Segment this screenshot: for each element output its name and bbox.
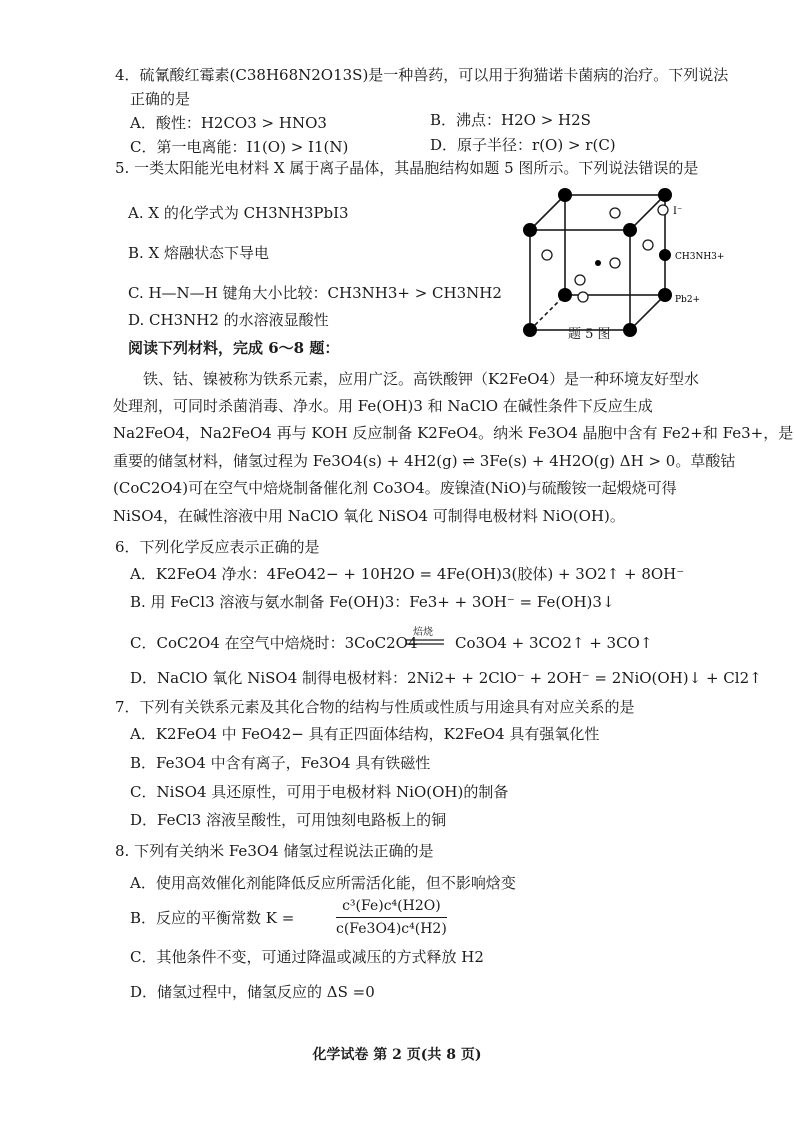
methylammonium-corner [523, 223, 537, 237]
q6-option-a: A．K2FeO4 净水：4FeO42− + 10H2O = 4Fe(OH)3(胶体) + 3O2↑ + 8OH⁻ [130, 565, 685, 583]
legend-methylammonium-label: CH3NH3+ [675, 252, 725, 262]
q6-stem: 6．下列化学反应表示正确的是 [115, 538, 320, 556]
passage-line5: (CoC2O4)可在空气中焙烧制备催化剂 Co3O4。废镍渣(NiO)与硫酸铵一起煅烧可得 [113, 479, 677, 497]
q6-option-b: B. 用 FeCl3 溶液与氨水制备 Fe(OH)3：Fe3+ + 3OH⁻ = Fe(OH)3↓ [130, 593, 615, 611]
q5-stem: 5. 一类太阳能光电材料 X 属于离子晶体，其晶胞结构如题 5 图所示。下列说法错误的是 [115, 159, 699, 177]
q4-option-b: B．沸点：H2O > H2S [430, 111, 591, 129]
q5-option-b: B. X 熔融状态下导电 [128, 244, 270, 262]
reaction-arrow-icon [404, 636, 450, 648]
methylammonium-corner [623, 223, 637, 237]
q5-option-a: A. X 的化学式为 CH3NH3PbI3 [128, 204, 349, 222]
q6-option-d: D．NaClO 氧化 NiSO4 制得电极材料：2Ni2+ + 2ClO⁻ + 2OH⁻ = 2NiO(OH)↓ + Cl2↑ [130, 669, 762, 687]
passage-line3: Na2FeO4，Na2FeO4 再与 KOH 反应制备 K2FeO4。纳米 Fe3O4 晶胞中含有 Fe2+和 Fe3+，是 [113, 424, 794, 442]
passage-line2: 处理剂，可同时杀菌消毒、净水。用 Fe(OH)3 和 NaClO 在碱性条件下反应生成 [113, 397, 653, 415]
iodide-face [643, 240, 653, 250]
iodide-face [575, 275, 585, 285]
fraction-denominator: c(Fe3O4)c⁴(H2) [336, 921, 447, 937]
q7-option-d: D．FeCl3 溶液呈酸性，可用蚀刻电路板上的铜 [130, 811, 447, 829]
q8-option-d: D．储氢过程中，储氢反应的 ΔS =0 [130, 983, 375, 1001]
q4-stem-line2: 正确的是 [130, 90, 191, 108]
methylammonium-corner [658, 188, 672, 202]
q7-stem: 7．下列有关铁系元素及其化合物的结构与性质或性质与用途具有对应关系的是 [115, 698, 635, 716]
passage-line4: 重要的储氢材料，储氢过程为 Fe3O4(s) + 4H2(g) ⇌ 3Fe(s) + 4H2O(g) ΔH > 0。草酸钴 [113, 452, 736, 470]
passage-heading: 阅读下列材料，完成 6～8 题： [128, 339, 340, 357]
passage-line1: 铁、钴、镍被称为铁系元素，应用广泛。高铁酸钾（K2FeO4）是一种环境友好型水 [143, 370, 700, 388]
iodide-face [610, 258, 620, 268]
q4-option-d: D．原子半径：r(O) > r(C) [430, 136, 616, 154]
methylammonium-corner [523, 323, 537, 337]
q7-option-a: A．K2FeO4 中 FeO42− 具有正四面体结构，K2FeO4 具有强氧化性 [130, 725, 600, 743]
crystal-cell-figure [515, 185, 725, 350]
iodide-face [578, 292, 588, 302]
q8-stem: 8. 下列有关纳米 Fe3O4 储氢过程说法正确的是 [115, 842, 434, 860]
q7-option-b: B．Fe3O4 中含有离子，Fe3O4 具有铁磁性 [130, 754, 431, 772]
q8-option-a: A．使用高效催化剂能降低反应所需活化能，但不影响焓变 [130, 874, 516, 892]
legend-iodide-symbol [658, 205, 668, 215]
legend-iodide-label: I⁻ [673, 206, 683, 217]
figure-caption: 题 5 图 [568, 327, 611, 342]
equilibrium-constant-fraction [336, 897, 447, 938]
methylammonium-corner [558, 288, 572, 302]
q4-option-a: A．酸性：H2CO3 > HNO3 [130, 114, 327, 132]
page-footer: 化学试卷 第 2 页(共 8 页) [312, 1047, 482, 1063]
q6-option-c-arrow-label: 焙烧 [413, 627, 433, 638]
q5-option-d: D. CH3NH2 的水溶液显酸性 [128, 311, 329, 329]
q6-option-c-left: C．CoC2O4 在空气中焙烧时：3CoC2O4 [130, 634, 418, 652]
methylammonium-corner [558, 188, 572, 202]
q8-option-b-label: B．反应的平衡常数 K = [130, 909, 295, 927]
q7-option-c: C．NiSO4 具还原性，可用于电极材料 NiO(OH)的制备 [130, 783, 509, 801]
passage-line6: NiSO4，在碱性溶液中用 NaClO 氧化 NiSO4 可制得电极材料 NiO(OH)。 [113, 507, 625, 525]
methylammonium-corner [623, 323, 637, 337]
iodide-face [610, 208, 620, 218]
q4-stem-line1: 4．硫氰酸红霉素(C38H68N2O13S)是一种兽药，可以用于狗猫诺卡菌病的治疗。下列说法 [115, 66, 729, 84]
q6-option-c-right: Co3O4 + 3CO2↑ + 3CO↑ [455, 634, 653, 652]
iodide-face [542, 250, 552, 260]
q8-option-c: C．其他条件不变，可通过降温或减压的方式释放 H2 [130, 948, 484, 966]
legend-lead-symbol [662, 295, 668, 301]
fraction-numerator: c³(Fe)c⁴(H2O) [336, 897, 447, 918]
legend-lead-label: Pb2+ [675, 295, 701, 305]
q4-option-c: C．第一电离能：I1(O) > I1(N) [130, 138, 349, 156]
lead-ion-center [595, 260, 601, 266]
q5-option-c: C. H—N—H 键角大小比较：CH3NH3+ > CH3NH2 [128, 284, 502, 302]
legend-methylammonium-symbol [659, 249, 671, 261]
